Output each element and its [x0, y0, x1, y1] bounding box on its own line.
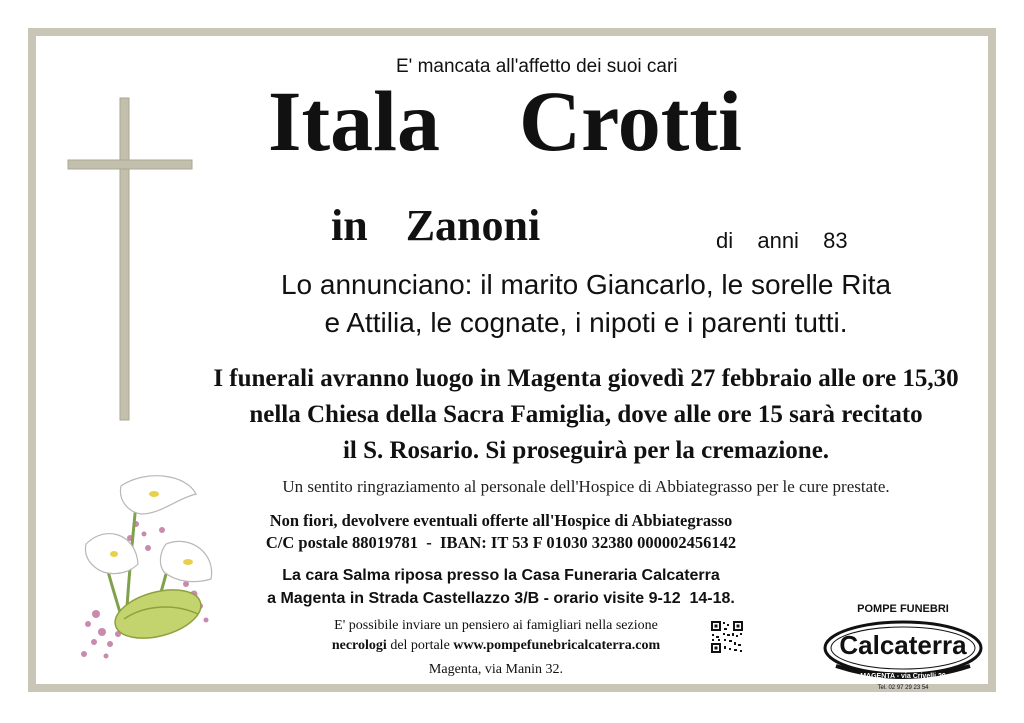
- portal-url-link[interactable]: www.pompefunebricalcaterra.com: [453, 638, 661, 653]
- salma-line: La cara Salma riposa presso la Casa Funeraria Calcaterra: [282, 567, 720, 584]
- donation-line: Non fiori, devolvere eventuali offerte all'Hospice di Abbiategrasso: [269, 511, 733, 530]
- portal-info: [296, 616, 696, 656]
- cross-icon: [66, 96, 196, 431]
- salma-line: a Magenta in Strada Castellazzo 3/B - orario visite 9-12 14-18.: [267, 590, 735, 607]
- funeral-line: I funerali avranno luogo in Magenta giovedì 27 febbraio alle ore 15,30: [213, 365, 959, 392]
- age-text: di anni 83: [716, 228, 848, 253]
- intro-text: E' mancata all'affetto dei suoi cari: [396, 56, 678, 77]
- funeral-details: [186, 361, 986, 469]
- funeral-line: nella Chiesa della Sacra Famiglia, dove alle ore 15 sarà recitato: [249, 401, 923, 428]
- logo-sub-line: MAGENTA - via Crivelli 29: [860, 673, 946, 680]
- portal-line: E' possibile inviare un pensiero ai famigliari nella sezione: [334, 618, 658, 633]
- portal-necrologi: necrologi: [331, 638, 387, 653]
- announcement-line: Lo annunciano: il marito Giancarlo, le sorelle Rita: [280, 269, 892, 300]
- donation-line: C/C postale 88019781 - IBAN: IT 53 F 01030 32380 000002456142: [265, 533, 737, 552]
- thanks-text: Un sentito ringraziamento al personale dell'Hospice di Abbiategrasso per le cure prestate.: [282, 477, 890, 496]
- logo-brand: Calcaterra: [839, 630, 967, 660]
- deceased-name: Itala Crotti: [268, 73, 742, 169]
- logo-tel-line: Tel. 02 97 29 23 54: [877, 685, 929, 691]
- announcement-line: e Attilia, le cognate, i nipoti e i parenti tutti.: [324, 307, 848, 338]
- logo-top-text: POMPE FUNEBRI: [857, 603, 949, 615]
- calcaterra-logo: [818, 596, 988, 701]
- portal-mid: del portale: [386, 638, 454, 653]
- donation-info: [186, 510, 816, 554]
- address-text: Magenta, via Manin 32.: [428, 662, 564, 677]
- funeral-line: il S. Rosario. Si proseguirà per la cremazione.: [342, 437, 830, 464]
- salma-info: [186, 564, 816, 610]
- portal-line: [296, 636, 696, 656]
- notice-frame: [28, 28, 996, 692]
- calla-lily-bouquet-icon: [66, 464, 226, 669]
- qr-code-icon[interactable]: [710, 620, 744, 659]
- announcement: [176, 266, 996, 342]
- married-name: in Zanoni: [331, 201, 541, 250]
